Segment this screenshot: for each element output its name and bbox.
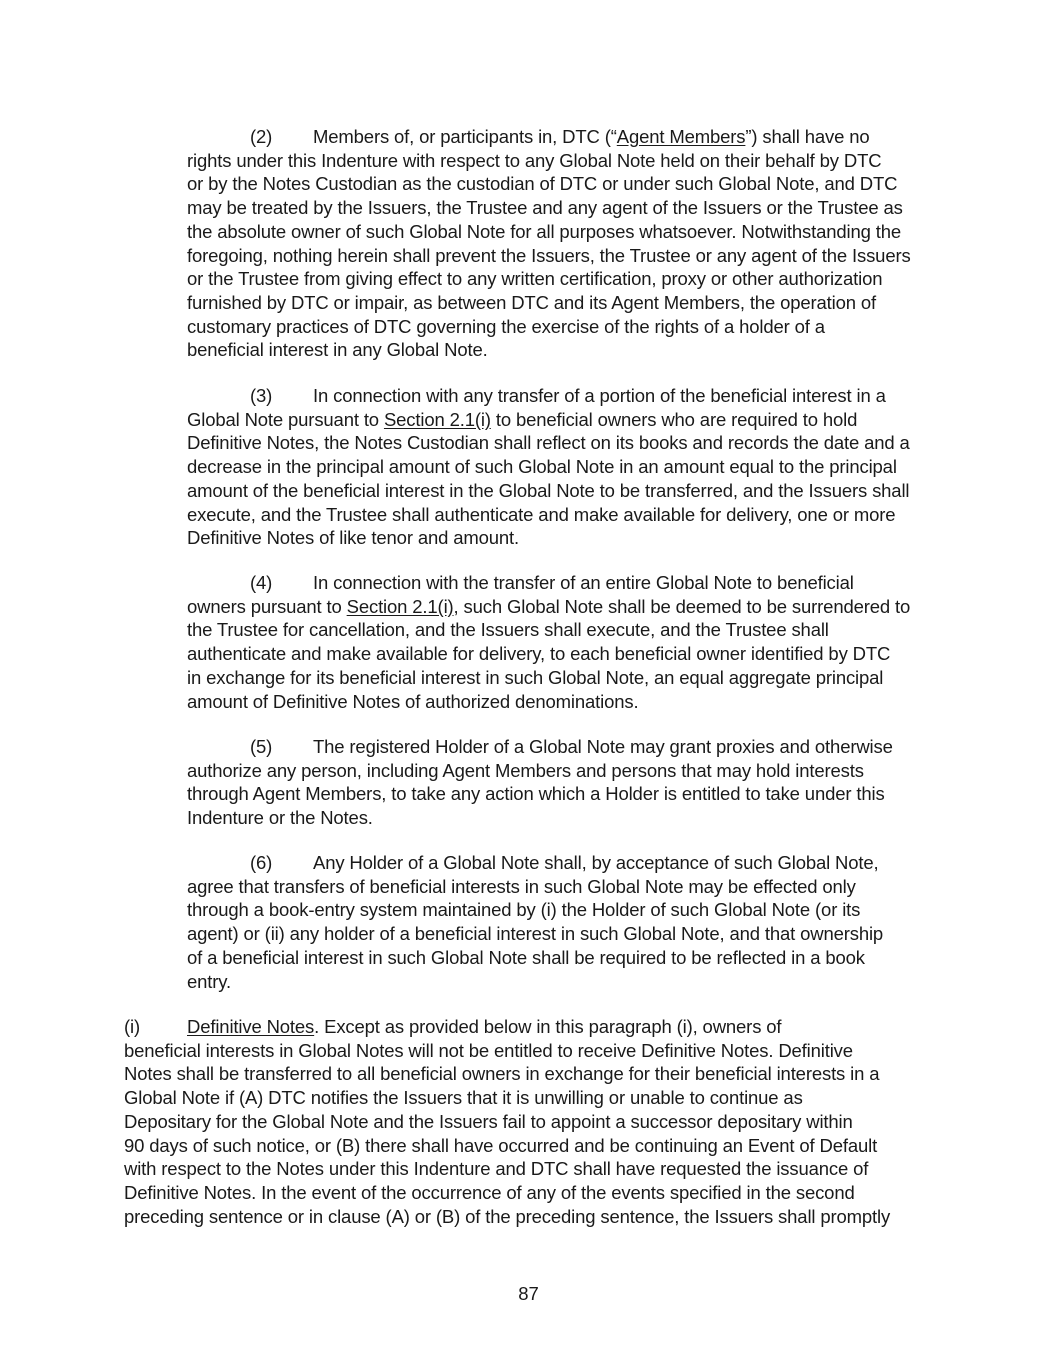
paragraph-4	[187, 571, 932, 713]
text-line	[187, 244, 932, 268]
text-segment: amount of the beneficial interest in the Global Note to be transferred, and the Issuers shall	[187, 479, 910, 501]
paragraph-3	[187, 384, 935, 550]
text-line	[187, 149, 932, 173]
text-segment: 90 days of such notice, or (B) there shall have occurred and be continuing an Event of Default	[124, 1134, 878, 1156]
text-segment: Definitive Notes, the Notes Custodian shall reflect on its books and records the date and a	[187, 432, 910, 454]
paragraph-i-definitive-notes	[124, 1015, 914, 1228]
text-line	[187, 806, 922, 830]
text-line	[187, 970, 922, 994]
paragraph-6	[187, 851, 922, 993]
text-line	[187, 898, 922, 922]
text-line	[187, 690, 932, 714]
paragraph-number: (2)	[250, 126, 273, 147]
text-line	[187, 759, 922, 783]
text-line	[187, 571, 932, 595]
text-line	[187, 851, 922, 875]
text-segment: customary practices of DTC governing the exercise of the rights of a holder of a	[187, 315, 825, 337]
paragraph-number: (6)	[250, 852, 273, 873]
text-segment: agent) or (ii) any holder of a beneficial interest in such Global Note, and that ownership	[187, 923, 884, 945]
underlined-term: Agent Members	[616, 126, 746, 147]
text-segment: amount of Definitive Notes of authorized denominations.	[187, 690, 639, 712]
text-line	[187, 431, 935, 455]
text-line	[187, 642, 932, 666]
text-line	[187, 479, 935, 503]
text-line	[187, 455, 935, 479]
underlined-term: Section 2.1(i)	[383, 408, 491, 430]
text-segment: of a beneficial interest in such Global Note shall be required to be reflected in a book	[187, 946, 865, 968]
text-line	[187, 922, 922, 946]
text-segment: rights under this Indenture with respect to any Global Note held on their behalf by DTC	[187, 149, 882, 171]
text-line	[187, 875, 922, 899]
text-segment: the absolute owner of such Global Note for all purposes whatsoever. Notwithstanding the	[187, 220, 902, 242]
text-segment: owners pursuant to	[187, 595, 347, 617]
text-segment: the Trustee for cancellation, and the Issuers shall execute, and the Trustee shall	[187, 619, 829, 641]
text-segment: entry.	[187, 970, 231, 992]
text-segment: through a book-entry system maintained by (i) the Holder of such Global Note (or its	[187, 899, 861, 921]
text-segment: in exchange for its beneficial interest in such Global Note, an equal aggregate principal	[187, 666, 884, 688]
text-segment: beneficial interest in any Global Note.	[187, 339, 488, 361]
text-segment: furnished by DTC or impair, as between DTC and its Agent Members, the operation of	[187, 291, 876, 313]
text-segment: In connection with any transfer of a portion of the beneficial interest in a	[313, 385, 886, 406]
text-line	[187, 666, 932, 690]
text-segment: with respect to the Notes under this Indenture and DTC shall have requested the issuance of	[124, 1158, 869, 1180]
text-segment: Global Note if (A) DTC notifies the Issuers that it is unwilling or unable to continue as	[124, 1087, 803, 1109]
text-line	[187, 595, 932, 619]
text-line	[187, 315, 932, 339]
text-line	[187, 291, 932, 315]
text-segment: Indenture or the Notes.	[187, 807, 373, 829]
text-line	[187, 618, 932, 642]
text-line	[124, 1110, 914, 1134]
paragraph-5	[187, 735, 922, 830]
page-number: 87	[518, 1283, 539, 1304]
text-segment: through Agent Members, to take any action which a Holder is entitled to take under this	[187, 783, 885, 805]
text-segment: may be treated by the Issuers, the Trustee and any agent of the Issuers or the Trustee as	[187, 197, 903, 219]
text-line	[187, 503, 935, 527]
text-line	[124, 1205, 914, 1229]
text-line	[187, 196, 932, 220]
text-segment: to beneficial owners who are required to hold	[490, 408, 858, 430]
text-segment: Depositary for the Global Note and the Issuers fail to appoint a successor depositary within	[124, 1110, 853, 1132]
text-line	[124, 1015, 914, 1039]
text-segment: execute, and the Trustee shall authenticate and make available for delivery, one or more	[187, 503, 896, 525]
text-segment: authenticate and make available for delivery, to each beneficial owner identified by DTC	[187, 643, 891, 665]
text-line	[187, 782, 922, 806]
text-segment: Global Note pursuant to	[187, 408, 384, 430]
paragraph-2	[187, 125, 932, 362]
text-line	[124, 1157, 914, 1181]
text-segment: agree that transfers of beneficial interests in such Global Note may be effected only	[187, 875, 856, 897]
text-line	[187, 172, 932, 196]
text-line	[187, 267, 932, 291]
underlined-term: Section 2.1(i)	[346, 595, 454, 617]
text-line	[187, 384, 935, 408]
text-line	[187, 338, 932, 362]
paragraph-number: (3)	[250, 385, 273, 406]
text-line	[124, 1134, 914, 1158]
text-segment: or the Trustee from giving effect to any written certification, proxy or other authorization	[187, 268, 883, 290]
text-line	[187, 946, 922, 970]
text-line	[124, 1062, 914, 1086]
text-line	[124, 1181, 914, 1205]
paragraph-number: (i)	[124, 1016, 140, 1037]
underlined-term: Definitive Notes	[187, 1016, 315, 1037]
text-line	[187, 735, 922, 759]
text-segment: beneficial interests in Global Notes will not be entitled to receive Definitive Notes. Definitive	[124, 1039, 853, 1061]
text-segment: authorize any person, including Agent Members and persons that may hold interests	[187, 759, 864, 781]
text-line	[187, 125, 932, 149]
text-segment: Members of, or participants in, DTC (“	[313, 126, 617, 147]
text-line	[187, 220, 932, 244]
paragraph-number: (5)	[250, 736, 273, 757]
text-segment: or by the Notes Custodian as the custodian of DTC or under such Global Note, and DTC	[187, 173, 898, 195]
text-segment: Definitive Notes of like tenor and amount.	[187, 527, 520, 549]
text-segment: . Except as provided below in this paragraph (i), owners of	[314, 1016, 782, 1037]
text-segment: Notes shall be transferred to all beneficial owners in exchange for their beneficial interests in a	[124, 1063, 880, 1085]
text-segment: preceding sentence or in clause (A) or (B) of the preceding sentence, the Issuers shall promptly	[124, 1205, 891, 1227]
paragraph-number: (4)	[250, 572, 273, 593]
text-segment: Any Holder of a Global Note shall, by acceptance of such Global Note,	[313, 852, 879, 873]
text-segment: , such Global Note shall be deemed to be surrendered to	[453, 595, 911, 617]
text-line	[124, 1086, 914, 1110]
text-line	[187, 408, 935, 432]
text-segment: foregoing, nothing herein shall prevent the Issuers, the Trustee or any agent of the Issuers	[187, 244, 911, 266]
text-segment: Definitive Notes. In the event of the occurrence of any of the events specified in the second	[124, 1181, 855, 1203]
text-segment: In connection with the transfer of an entire Global Note to beneficial	[313, 572, 854, 593]
text-line	[187, 526, 935, 550]
text-segment: ”) shall have no	[745, 126, 870, 147]
text-line	[124, 1039, 914, 1063]
text-segment: decrease in the principal amount of such Global Note in an amount equal to the principal	[187, 456, 897, 478]
text-segment: The registered Holder of a Global Note may grant proxies and otherwise	[313, 736, 893, 757]
